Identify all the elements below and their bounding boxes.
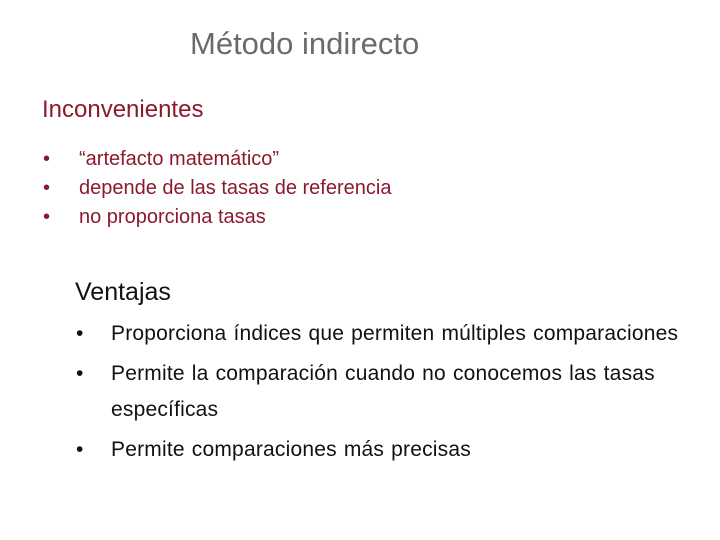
bullet-icon: • [76,322,84,345]
advantages-heading: Ventajas [75,278,171,306]
disadvantage-text: no proporciona tasas [79,206,266,228]
disadvantage-item [0,146,720,175]
disadvantage-item [0,175,720,204]
disadvantage-text: depende de las tasas de referencia [79,177,392,199]
bullet-icon: • [76,362,84,385]
advantage-item [0,432,720,468]
slide-title: Método indirecto [190,26,420,61]
disadvantages-list [0,146,720,233]
bullet-icon: • [43,206,51,228]
advantages-list [0,316,720,472]
bullet-icon: • [76,438,84,461]
advantage-item [0,356,720,428]
advantage-text: Permite comparaciones más precisas [111,438,471,461]
bullet-icon: • [43,177,51,199]
disadvantages-heading: Inconvenientes [42,96,204,123]
advantage-text: Permite la comparación cuando no conocemos las tasas específicas [111,362,655,421]
disadvantage-item [0,204,720,233]
advantage-text: Proporciona índices que permiten múltiples comparaciones [111,322,679,345]
bullet-icon: • [43,148,51,170]
disadvantage-text: “artefacto matemático” [79,148,280,170]
advantage-item [0,316,720,352]
